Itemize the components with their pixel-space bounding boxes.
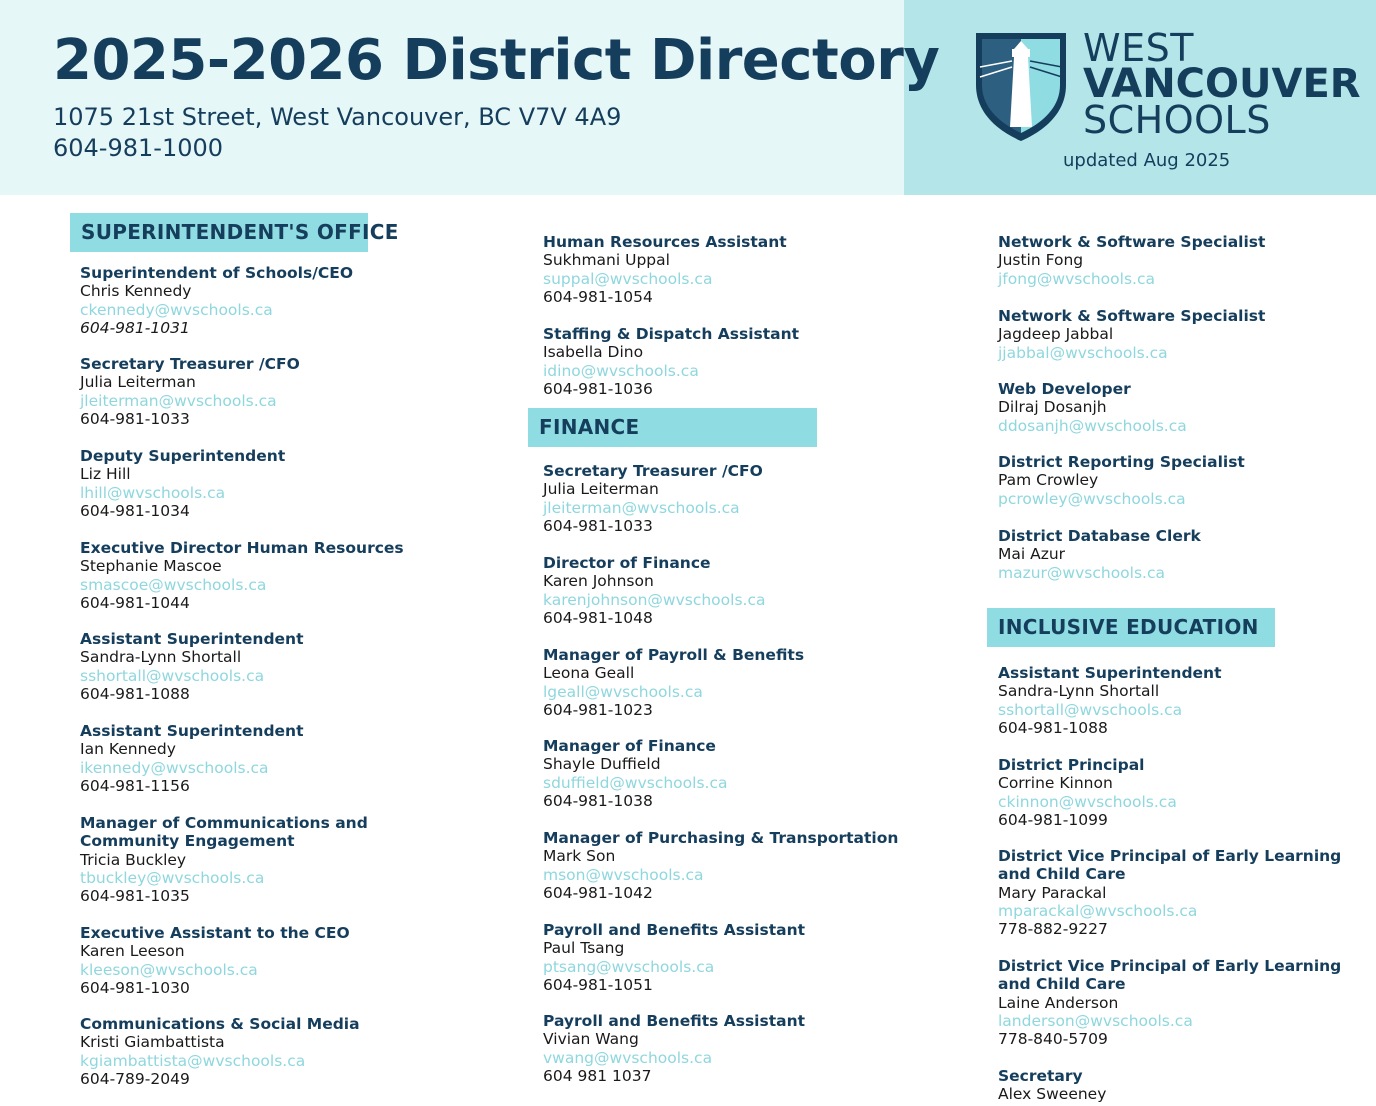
district-address: 1075 21st Street, West Vancouver, BC V7V 4A9	[53, 103, 622, 131]
directory-entry: Assistant Superintendent Ian Kennedy ikennedy@wvschools.ca 604-981-1156	[80, 722, 304, 795]
directory-entry: District Vice Principal of Early Learning and Child Care Mary Parackal mparackal@wvschools.ca 778-882-9227	[998, 847, 1342, 939]
directory-entry: Manager of Purchasing & Transportation Mark Son mson@wvschools.ca 604-981-1042	[543, 829, 899, 902]
email-link[interactable]: mazur@wvschools.ca	[998, 563, 1165, 582]
email-link[interactable]: sshortall@wvschools.ca	[80, 666, 265, 685]
directory-entry: District Database Clerk Mai Azur mazur@wvschools.ca	[998, 527, 1201, 582]
email-link[interactable]: pcrowley@wvschools.ca	[998, 489, 1186, 508]
logo-line-schools: SCHOOLS	[1083, 98, 1271, 142]
directory-entry: Director of Finance Karen Johnson karenjohnson@wvschools.ca 604-981-1048	[543, 554, 766, 627]
directory-entry: Deputy Superintendent Liz Hill lhill@wvschools.ca 604-981-1034	[80, 447, 286, 520]
email-link[interactable]: tbuckley@wvschools.ca	[80, 868, 265, 887]
directory-entry: Payroll and Benefits Assistant Vivian Wang vwang@wvschools.ca 604 981 1037	[543, 1012, 806, 1085]
directory-entry: Executive Director Human Resources Stephanie Mascoe smascoe@wvschools.ca 604-981-1044	[80, 539, 404, 612]
logo-wordmark	[1083, 26, 1361, 142]
email-link[interactable]: karenjohnson@wvschools.ca	[543, 590, 766, 609]
directory-entry: Secretary Alex Sweeney	[998, 1067, 1107, 1104]
directory-entry: Network & Software Specialist Jagdeep Jabbal jjabbal@wvschools.ca	[998, 307, 1266, 362]
directory-entry: Human Resources Assistant Sukhmani Uppal suppal@wvschools.ca 604-981-1054	[543, 233, 787, 306]
directory-entry: Secretary Treasurer /CFO Julia Leiterman jleiterman@wvschools.ca 604-981-1033	[543, 462, 763, 535]
directory-entry: Payroll and Benefits Assistant Paul Tsang ptsang@wvschools.ca 604-981-1051	[543, 921, 806, 994]
email-link[interactable]: mparackal@wvschools.ca	[998, 901, 1198, 920]
email-link[interactable]: ikennedy@wvschools.ca	[80, 758, 269, 777]
logo-line-vancouver: VANCOUVER	[1083, 61, 1361, 107]
directory-entry: Assistant Superintendent Sandra-Lynn Shortall sshortall@wvschools.ca 604-981-1088	[80, 630, 304, 703]
email-link[interactable]: kleeson@wvschools.ca	[80, 960, 258, 979]
section-heading-inclusive-education: INCLUSIVE EDUCATION	[987, 608, 1275, 647]
email-link[interactable]: jleiterman@wvschools.ca	[80, 391, 277, 410]
directory-entry: Manager of Payroll & Benefits Leona Geall lgeall@wvschools.ca 604-981-1023	[543, 646, 805, 719]
email-link[interactable]: smascoe@wvschools.ca	[80, 575, 267, 594]
email-link[interactable]: landerson@wvschools.ca	[998, 1011, 1193, 1030]
email-link[interactable]: ckinnon@wvschools.ca	[998, 792, 1177, 811]
email-link[interactable]: lgeall@wvschools.ca	[543, 682, 703, 701]
email-link[interactable]: sshortall@wvschools.ca	[998, 700, 1183, 719]
section-heading-superintendents-office: SUPERINTENDENT'S OFFICE	[70, 213, 368, 252]
email-link[interactable]: idino@wvschools.ca	[543, 361, 699, 380]
directory-entry: Superintendent of Schools/CEO Chris Kennedy ckennedy@wvschools.ca 604-981-1031	[80, 264, 354, 337]
email-link[interactable]: sduffield@wvschools.ca	[543, 773, 728, 792]
directory-entry: Manager of Communications and Community Engagement Tricia Buckley tbuckley@wvschools.ca 604-981-1035	[80, 814, 368, 906]
directory-entry: Assistant Superintendent Sandra-Lynn Shortall sshortall@wvschools.ca 604-981-1088	[998, 664, 1222, 737]
directory-entry: Network & Software Specialist Justin Fong jfong@wvschools.ca	[998, 233, 1266, 288]
email-link[interactable]: lhill@wvschools.ca	[80, 483, 226, 502]
email-link[interactable]: ckennedy@wvschools.ca	[80, 300, 273, 319]
section-heading-finance: FINANCE	[528, 408, 817, 447]
email-link[interactable]: ddosanjh@wvschools.ca	[998, 416, 1187, 435]
directory-entry: District Vice Principal of Early Learning and Child Care Laine Anderson landerson@wvschools.ca 778-840-5709	[998, 957, 1342, 1049]
directory-entry: District Reporting Specialist Pam Crowley pcrowley@wvschools.ca	[998, 453, 1245, 508]
district-phone: 604-981-1000	[53, 134, 224, 162]
email-link[interactable]: vwang@wvschools.ca	[543, 1048, 713, 1067]
updated-date: updated Aug 2025	[1063, 150, 1231, 171]
email-link[interactable]: jfong@wvschools.ca	[998, 269, 1155, 288]
email-link[interactable]: jleiterman@wvschools.ca	[543, 498, 740, 517]
email-link[interactable]: suppal@wvschools.ca	[543, 269, 713, 288]
directory-entry: Web Developer Dilraj Dosanjh ddosanjh@wvschools.ca	[998, 380, 1187, 435]
directory-entry: Executive Assistant to the CEO Karen Leeson kleeson@wvschools.ca 604-981-1030	[80, 924, 350, 997]
email-link[interactable]: kgiambattista@wvschools.ca	[80, 1051, 306, 1070]
page-title: 2025-2026 District Directory	[53, 28, 940, 93]
directory-entry: Staffing & Dispatch Assistant Isabella Dino idino@wvschools.ca 604-981-1036	[543, 325, 800, 398]
email-link[interactable]: mson@wvschools.ca	[543, 865, 704, 884]
email-link[interactable]: ptsang@wvschools.ca	[543, 957, 715, 976]
email-link[interactable]: jjabbal@wvschools.ca	[998, 343, 1168, 362]
directory-entry: Manager of Finance Shayle Duffield sduffield@wvschools.ca 604-981-1038	[543, 737, 728, 810]
directory-entry: Communications & Social Media Kristi Giambattista kgiambattista@wvschools.ca 604-789-2049	[80, 1015, 360, 1088]
lighthouse-shield-icon	[972, 27, 1070, 143]
logo-line-west: WEST	[1083, 26, 1194, 70]
directory-entry: Secretary Treasurer /CFO Julia Leiterman jleiterman@wvschools.ca 604-981-1033	[80, 355, 300, 428]
directory-entry: District Principal Corrine Kinnon ckinnon@wvschools.ca 604-981-1099	[998, 756, 1177, 829]
